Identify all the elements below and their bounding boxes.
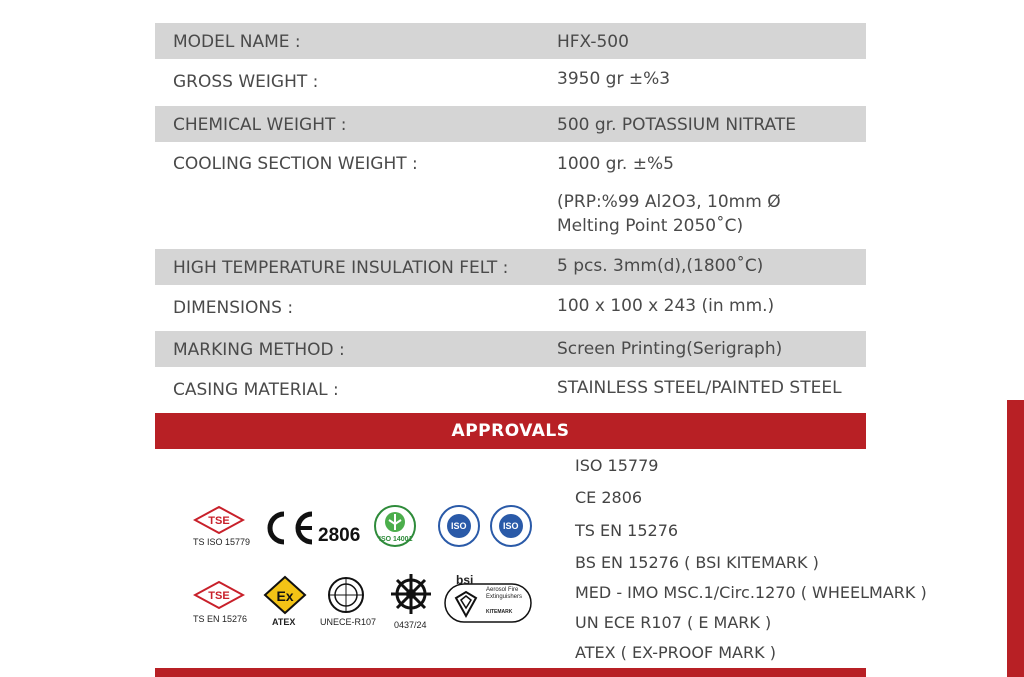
wheelmark-caption: 0437/24 [394, 620, 427, 630]
value-model-name: HFX-500 [557, 32, 629, 52]
value-cooling-section-detail-1: (PRP:%99 Al2O3, 10mm Ø [557, 192, 781, 212]
value-gross-weight: 3950 gr ±%3 [557, 69, 671, 89]
value-dimensions: 100 x 100 x 243 (in mm.) [557, 296, 775, 316]
iso-certified-text: ISO [451, 521, 467, 531]
label-gross-weight: GROSS WEIGHT : [173, 72, 319, 92]
svg-text:TSE: TSE [208, 590, 230, 602]
tse-iso-caption: TS ISO 15779 [193, 537, 251, 547]
approval-item: TS EN 15276 [575, 521, 679, 540]
approval-item: ISO 15779 [575, 456, 659, 475]
value-chemical-weight: 500 gr. POTASSIUM NITRATE [557, 115, 796, 135]
svg-text:TSE: TSE [208, 515, 230, 527]
bsi-text: bsi [456, 573, 474, 587]
iso14001-text: ISO 14001 [379, 536, 413, 543]
ce-mark-icon [260, 508, 318, 548]
label-cooling-section-weight: COOLING SECTION WEIGHT : [173, 154, 418, 174]
approvals-header: APPROVALS [155, 413, 866, 449]
atex-caption: ATEX [272, 617, 296, 627]
bsi-desc: Aerosol Fire Extinguishers [486, 587, 523, 600]
approval-item: MED - IMO MSC.1/Circ.1270 ( WHEELMARK ) [575, 583, 927, 602]
value-cooling-section-weight: 1000 gr. ±%5 [557, 154, 674, 174]
unece-caption: UNECE-R107 [320, 617, 377, 627]
label-casing-material: CASING MATERIAL : [173, 380, 339, 400]
atex-icon [263, 575, 307, 615]
ce-number: 2806 [318, 525, 361, 546]
value-insulation-felt: 5 pcs. 3mm(d),(1800˚C) [557, 256, 764, 276]
label-dimensions: DIMENSIONS : [173, 298, 294, 318]
label-chemical-weight: CHEMICAL WEIGHT : [173, 115, 347, 135]
approval-item: CE 2806 [575, 488, 643, 507]
label-insulation-felt: HIGH TEMPERATURE INSULATION FELT : [173, 258, 509, 278]
bsi-kitemark-text: KITEMARK [486, 609, 513, 615]
approval-item: BS EN 15276 ( BSI KITEMARK ) [575, 553, 819, 572]
iso-certified-2-text: ISO [503, 521, 519, 531]
bottom-accent-bar [155, 668, 866, 677]
tse-logo-2-icon [193, 580, 245, 610]
label-model-name: MODEL NAME : [173, 32, 301, 52]
svg-text:Ex: Ex [276, 588, 294, 604]
wheelmark-icon [390, 573, 432, 615]
value-marking-method: Screen Printing(Serigraph) [557, 339, 783, 359]
tse-logo-icon [193, 505, 245, 535]
label-marking-method: MARKING METHOD : [173, 340, 345, 360]
value-cooling-section-detail-2: Melting Point 2050˚C) [557, 216, 744, 236]
value-casing-material: STAINLESS STEEL/PAINTED STEEL [557, 378, 842, 398]
tse-en-caption: TS EN 15276 [193, 614, 248, 624]
approval-item: UN ECE R107 ( E MARK ) [575, 613, 772, 632]
right-accent-bar [1007, 400, 1024, 677]
approval-item: ATEX ( EX-PROOF MARK ) [575, 643, 776, 662]
unece-icon [326, 575, 366, 615]
